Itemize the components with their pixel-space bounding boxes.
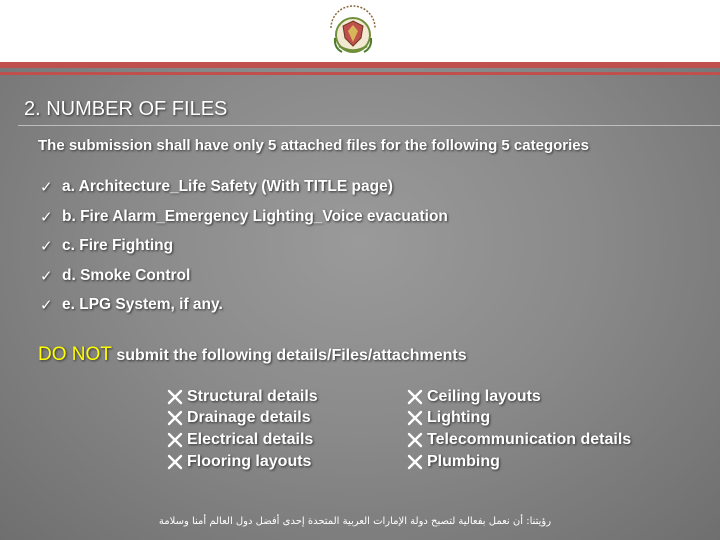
header-band [0, 0, 720, 62]
footer-vision-statement: رؤيتنا: أن نعمل بفعالية لتصبح دولة الإمارات العربية المتحدة إحدى أفضل دول العالم أمنا وسلامة [158, 516, 552, 527]
excluded-item-label: Flooring layouts [187, 452, 312, 470]
civil-defense-emblem-icon [322, 2, 384, 60]
excluded-item-label: Lighting [427, 409, 491, 427]
check-icon: ✓ [40, 238, 53, 255]
checklist-item-label: d. Smoke Control [62, 266, 191, 284]
excluded-list-left [166, 386, 318, 472]
excluded-list-right [406, 386, 631, 472]
check-icon: ✓ [40, 297, 53, 314]
check-icon: ✓ [40, 267, 53, 285]
checklist-item [40, 296, 448, 326]
x-mark-icon [166, 409, 184, 427]
header-red-stripe-thick [0, 62, 720, 68]
check-icon: ✓ [40, 208, 53, 226]
excluded-item [166, 386, 318, 408]
x-mark-icon [406, 431, 424, 449]
x-mark-icon [166, 388, 184, 406]
checklist-item-label: e. LPG System, if any. [62, 296, 223, 313]
excluded-item-label: Telecommunication details [427, 430, 632, 448]
x-mark-icon [406, 453, 424, 471]
excluded-item-label: Plumbing [427, 452, 500, 470]
slide-title: 2. NUMBER OF FILES [24, 98, 228, 120]
x-mark-icon [406, 388, 424, 406]
excluded-item [166, 429, 318, 451]
x-mark-icon [406, 409, 424, 427]
checklist-item-label: b. Fire Alarm_Emergency Lighting_Voice evacuation [62, 207, 448, 225]
excluded-item [406, 429, 631, 451]
checklist-item [40, 208, 448, 238]
title-divider [18, 125, 720, 126]
checklist-item-label: a. Architecture_Life Safety (With TITLE page) [62, 178, 393, 195]
excluded-item [406, 451, 631, 473]
excluded-item [166, 451, 318, 473]
category-checklist [40, 178, 448, 326]
checklist-item-label: c. Fire Fighting [62, 237, 174, 254]
checklist-item [40, 178, 448, 208]
excluded-item [166, 408, 318, 430]
excluded-item [406, 408, 631, 430]
excluded-item-label: Drainage details [187, 409, 311, 427]
intro-text: The submission shall have only 5 attached files for the following 5 categories [38, 137, 589, 154]
header-red-stripe-thin [0, 72, 720, 75]
checklist-item [40, 267, 448, 297]
excluded-item-label: Electrical details [187, 430, 314, 448]
excluded-item [406, 386, 631, 408]
excluded-item-label: Structural details [187, 387, 318, 405]
check-icon: ✓ [40, 179, 53, 196]
do-not-label: DO NOT [38, 344, 112, 365]
excluded-item-label: Ceiling layouts [427, 387, 541, 405]
checklist-item [40, 237, 448, 267]
do-not-text: submit the following details/Files/attachments [116, 347, 467, 364]
x-mark-icon [166, 431, 184, 449]
x-mark-icon [166, 453, 184, 471]
do-not-statement [38, 344, 467, 366]
